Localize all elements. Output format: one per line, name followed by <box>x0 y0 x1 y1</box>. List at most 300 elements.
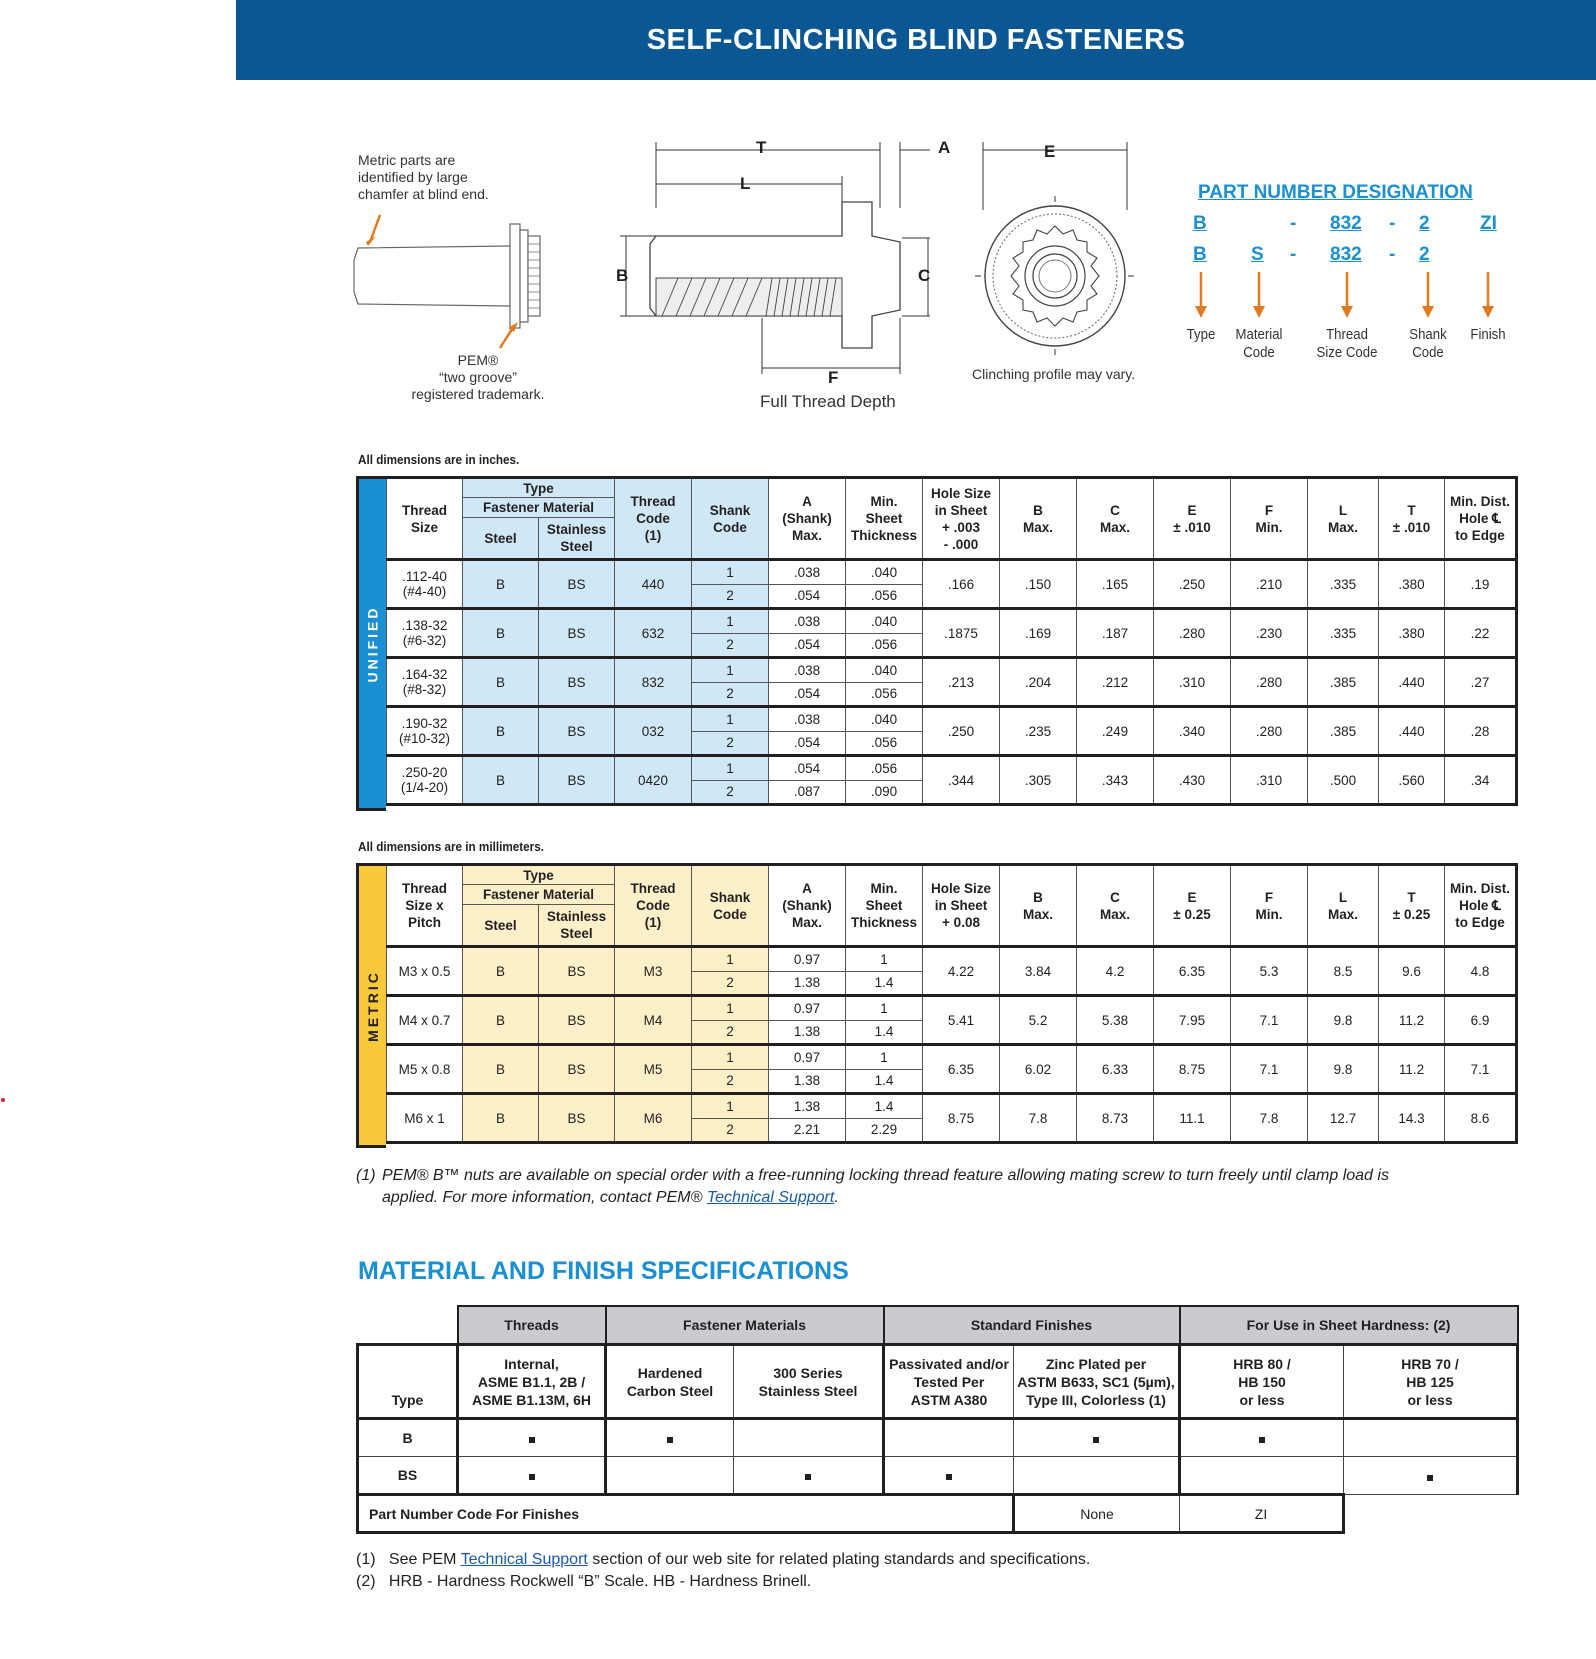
stainless-type-cell: BS <box>539 609 615 658</box>
thread-code-cell: 440 <box>615 560 692 609</box>
col-t: T ± 0.25 <box>1379 865 1445 947</box>
l-cell: 9.8 <box>1308 996 1379 1045</box>
dim-label-a: A <box>938 138 951 157</box>
shank-a-cell: 0.97 <box>769 996 846 1021</box>
thread-size-cell: M4 x 0.7 <box>387 996 463 1045</box>
thread-code-cell: M6 <box>615 1094 692 1143</box>
col-b: B Max. <box>1000 865 1077 947</box>
f-cell: .230 <box>1231 609 1308 658</box>
col-thread-size: Thread Size x Pitch <box>387 865 463 947</box>
t-cell: .440 <box>1379 658 1445 707</box>
part-number-code-label: Part Number Code For Finishes <box>358 1495 1014 1533</box>
hrb80-mark-cell <box>1180 1457 1344 1495</box>
stainless-type-cell: BS <box>539 1045 615 1094</box>
dim-label-b: B <box>616 266 629 285</box>
b-cell: .150 <box>1000 560 1077 609</box>
f-cell: 7.1 <box>1231 996 1308 1045</box>
e-cell: .430 <box>1154 756 1231 805</box>
table-row <box>387 1045 1517 1070</box>
footnote-text: PEM® B™ nuts are available on special order with a free-running locking thread feature allowing mating screw to turn freely until clamp load is <box>382 1167 1389 1184</box>
steel-type-cell: B <box>463 1045 539 1094</box>
dist-cell: .19 <box>1445 560 1517 609</box>
min-sheet-cell: .090 <box>846 780 923 805</box>
shank-a-cell: 1.38 <box>769 971 846 996</box>
col-type: Type <box>463 865 615 885</box>
c-cell: 6.33 <box>1077 1045 1154 1094</box>
shank-a-cell: .054 <box>769 633 846 658</box>
unified-units-note: All dimensions are in inches. <box>358 452 520 467</box>
thread-size-cell: M3 x 0.5 <box>387 947 463 996</box>
col-t: T ± .010 <box>1379 478 1445 560</box>
steel-type-cell: B <box>463 560 539 609</box>
f-cell: 7.1 <box>1231 1045 1308 1094</box>
note-text: See PEM <box>388 1551 457 1568</box>
full-thread-depth-label: Full Thread Depth <box>760 392 896 411</box>
shank-a-cell: 1.38 <box>769 1020 846 1045</box>
min-sheet-cell: .056 <box>846 633 923 658</box>
dist-cell: .34 <box>1445 756 1517 805</box>
unified-dimension-table <box>386 476 1518 806</box>
shank-code-cell: 1 <box>692 707 769 732</box>
part-number-arrows <box>1190 270 1500 320</box>
metric-chamfer-note <box>358 152 489 203</box>
hardened-carbon-steel-mark-cell <box>606 1457 734 1495</box>
thread-code-cell: 832 <box>615 658 692 707</box>
dist-cell: 4.8 <box>1445 947 1517 996</box>
thread-size-cell: M6 x 1 <box>387 1094 463 1143</box>
col-a: A (Shank) Max. <box>769 865 846 947</box>
thread-size-cell: .164-32 (#8-32) <box>387 658 463 707</box>
table-row <box>358 1457 1518 1495</box>
zinc-plated-mark-cell <box>1014 1457 1180 1495</box>
e-cell: 7.95 <box>1154 996 1231 1045</box>
min-sheet-cell: .040 <box>846 658 923 683</box>
steel-type-cell: B <box>463 756 539 805</box>
trademark-line: “two groove” <box>439 369 517 385</box>
min-sheet-cell: .056 <box>846 682 923 707</box>
col-shank-code: Shank Code <box>692 478 769 560</box>
col-min-dist: Min. Dist. Hole ℄ to Edge <box>1445 865 1517 947</box>
finish-code-none: None <box>1014 1495 1180 1533</box>
col-min-sheet: Min. Sheet Thickness <box>846 865 923 947</box>
footnote-text: applied. For more information, contact PEM® <box>382 1189 703 1206</box>
dim-label-t: T <box>756 138 767 157</box>
f-cell: .310 <box>1231 756 1308 805</box>
shank-a-cell: .054 <box>769 756 846 781</box>
col-thread-size: Thread Size <box>387 478 463 560</box>
b-cell: .169 <box>1000 609 1077 658</box>
col-l: L Max. <box>1308 865 1379 947</box>
pn-row1-dash: - <box>1389 213 1396 234</box>
e-cell: 11.1 <box>1154 1094 1231 1143</box>
t-cell: 11.2 <box>1379 996 1445 1045</box>
col-c: C Max. <box>1077 865 1154 947</box>
pn-row2-type: B <box>1193 244 1207 265</box>
stainless-type-cell: BS <box>539 1094 615 1143</box>
shank-code-cell: 2 <box>692 780 769 805</box>
shank-code-cell: 2 <box>692 1069 769 1094</box>
hardened-carbon-steel-mark-cell <box>606 1419 734 1457</box>
shank-code-cell: 1 <box>692 658 769 683</box>
stainless-steel-header: 300 Series Stainless Steel <box>734 1345 884 1419</box>
l-cell: 8.5 <box>1308 947 1379 996</box>
l-cell: .385 <box>1308 658 1379 707</box>
table-row <box>387 947 1517 972</box>
steel-type-cell: B <box>463 947 539 996</box>
min-sheet-cell: 1.4 <box>846 971 923 996</box>
banner-title: SELF-CLINCHING BLIND FASTENERS <box>646 23 1186 56</box>
col-steel: Steel <box>463 518 539 560</box>
col-thread-code: Thread Code (1) <box>615 865 692 947</box>
group-standard-finishes: Standard Finishes <box>884 1306 1180 1345</box>
pn-caption-material: Material Code <box>1235 326 1283 361</box>
shank-a-cell: .038 <box>769 560 846 585</box>
shank-code-cell: 1 <box>692 947 769 972</box>
shank-a-cell: .038 <box>769 707 846 732</box>
shank-a-cell: 2.21 <box>769 1118 846 1143</box>
e-cell: .340 <box>1154 707 1231 756</box>
l-cell: .500 <box>1308 756 1379 805</box>
pn-row2-thread: 832 <box>1330 244 1362 265</box>
hrb70-header: HRB 70 / HB 125 or less <box>1344 1345 1518 1419</box>
dist-cell: .27 <box>1445 658 1517 707</box>
passivated-header: Passivated and/or Tested Per ASTM A380 <box>884 1345 1014 1419</box>
b-cell: 6.02 <box>1000 1045 1077 1094</box>
passivated-mark-cell <box>884 1457 1014 1495</box>
min-sheet-cell: 2.29 <box>846 1118 923 1143</box>
steel-type-cell: B <box>463 658 539 707</box>
table-row <box>387 560 1517 585</box>
shank-code-cell: 2 <box>692 584 769 609</box>
b-cell: .235 <box>1000 707 1077 756</box>
e-cell: .250 <box>1154 560 1231 609</box>
hole-cell: .250 <box>923 707 1000 756</box>
applicable-mark-icon <box>529 1474 535 1480</box>
min-sheet-cell: 1 <box>846 996 923 1021</box>
c-cell: 4.2 <box>1077 947 1154 996</box>
b-cell: .305 <box>1000 756 1077 805</box>
shank-code-cell: 1 <box>692 609 769 634</box>
t-cell: .440 <box>1379 707 1445 756</box>
col-fastener-material: Fastener Material <box>463 885 615 905</box>
zinc-plated-header: Zinc Plated per ASTM B633, SC1 (5µm), Type III, Colorless (1) <box>1014 1345 1180 1419</box>
shank-a-cell: .054 <box>769 584 846 609</box>
steel-type-cell: B <box>463 707 539 756</box>
hrb80-mark-cell <box>1180 1419 1344 1457</box>
f-cell: .210 <box>1231 560 1308 609</box>
shank-code-cell: 1 <box>692 996 769 1021</box>
min-sheet-cell: .056 <box>846 731 923 756</box>
stainless-steel-mark-cell <box>734 1419 884 1457</box>
col-shank-code: Shank Code <box>692 865 769 947</box>
t-cell: 9.6 <box>1379 947 1445 996</box>
shank-a-cell: .038 <box>769 609 846 634</box>
col-e: E ± 0.25 <box>1154 865 1231 947</box>
metric-units-note: All dimensions are in millimeters. <box>358 839 544 854</box>
c-cell: .249 <box>1077 707 1154 756</box>
dist-cell: 8.6 <box>1445 1094 1517 1143</box>
t-cell: 14.3 <box>1379 1094 1445 1143</box>
table-row <box>387 756 1517 781</box>
note-text: HRB - Hardness Rockwell “B” Scale. HB - Hardness Brinell. <box>388 1573 812 1590</box>
applicable-mark-icon <box>946 1474 952 1480</box>
shank-code-cell: 2 <box>692 682 769 707</box>
fastener-section-drawing <box>610 138 930 378</box>
hardened-carbon-steel-header: Hardened Carbon Steel <box>606 1345 734 1419</box>
pn-row1-finish: ZI <box>1480 213 1497 234</box>
min-sheet-cell: 1 <box>846 947 923 972</box>
fastener-side-drawing <box>340 200 580 350</box>
type-cell: B <box>358 1419 458 1457</box>
chamfer-note-line: Metric parts are <box>358 152 456 168</box>
clinching-profile-note: Clinching profile may vary. <box>972 366 1136 382</box>
col-min-dist: Min. Dist. Hole ℄ to Edge <box>1445 478 1517 560</box>
thread-size-cell: M5 x 0.8 <box>387 1045 463 1094</box>
c-cell: .165 <box>1077 560 1154 609</box>
shank-a-cell: .038 <box>769 658 846 683</box>
stainless-type-cell: BS <box>539 707 615 756</box>
type-column-header: Type <box>358 1345 458 1419</box>
c-cell: 5.38 <box>1077 996 1154 1045</box>
f-cell: .280 <box>1231 707 1308 756</box>
note-number: (1) <box>356 1551 376 1568</box>
t-cell: .380 <box>1379 609 1445 658</box>
pn-row2-dash: - <box>1389 244 1396 265</box>
shank-a-cell: .054 <box>769 682 846 707</box>
metric-side-label: METRIC <box>356 863 386 1148</box>
trademark-line: PEM® <box>457 352 499 368</box>
t-cell: 11.2 <box>1379 1045 1445 1094</box>
internal-threads-header: Internal, ASME B1.1, 2B / ASME B1.13M, 6H <box>458 1345 606 1419</box>
technical-support-link[interactable]: Technical Support <box>706 1189 835 1206</box>
hole-cell: .166 <box>923 560 1000 609</box>
trademark-note <box>378 352 578 403</box>
footnote-number: (1) <box>356 1167 376 1184</box>
dim-label-f: F <box>828 368 839 387</box>
pn-row2-material: S <box>1251 244 1264 265</box>
bottom-notes <box>356 1549 1090 1593</box>
col-stainless: Stainless Steel <box>539 905 615 947</box>
l-cell: .335 <box>1308 609 1379 658</box>
note-text: section of our web site for related plating standards and specifications. <box>592 1551 1091 1568</box>
col-hole: Hole Size in Sheet + .003 - .000 <box>923 478 1000 560</box>
pn-row2-dash: - <box>1290 244 1297 265</box>
applicable-mark-icon <box>1093 1437 1099 1443</box>
col-fastener-material: Fastener Material <box>463 498 615 518</box>
chamfer-note-line: identified by large <box>358 169 468 185</box>
t-cell: .560 <box>1379 756 1445 805</box>
pn-caption-type: Type <box>1186 326 1216 343</box>
technical-support-link[interactable]: Technical Support <box>460 1551 588 1568</box>
c-cell: .343 <box>1077 756 1154 805</box>
pn-row1-thread: 832 <box>1330 213 1362 234</box>
fastener-end-view <box>975 140 1155 360</box>
type-cell: BS <box>358 1457 458 1495</box>
shank-code-cell: 1 <box>692 1094 769 1119</box>
thread-code-cell: M5 <box>615 1045 692 1094</box>
b-cell: .204 <box>1000 658 1077 707</box>
l-cell: .335 <box>1308 560 1379 609</box>
trademark-line: registered trademark. <box>411 386 545 402</box>
applicable-mark-icon <box>805 1474 811 1480</box>
thread-code-cell: M3 <box>615 947 692 996</box>
col-f: F Min. <box>1231 478 1308 560</box>
pn-caption-thread: Thread Size Code <box>1316 326 1378 361</box>
group-sheet-hardness: For Use in Sheet Hardness: (2) <box>1180 1306 1518 1345</box>
shank-code-cell: 2 <box>692 971 769 996</box>
col-e: E ± .010 <box>1154 478 1231 560</box>
pn-row1-dash: - <box>1290 213 1297 234</box>
dim-label-l: L <box>740 174 751 193</box>
table-row <box>387 609 1517 634</box>
stray-dot <box>1 1098 5 1102</box>
e-cell: 6.35 <box>1154 947 1231 996</box>
pn-row1-type: B <box>1193 213 1207 234</box>
applicable-mark-icon <box>529 1437 535 1443</box>
shank-a-cell: 1.38 <box>769 1069 846 1094</box>
shank-a-cell: 0.97 <box>769 1045 846 1070</box>
min-sheet-cell: 1.4 <box>846 1020 923 1045</box>
e-cell: .280 <box>1154 609 1231 658</box>
col-min-sheet: Min. Sheet Thickness <box>846 478 923 560</box>
thread-size-cell: .190-32 (#10-32) <box>387 707 463 756</box>
col-b: B Max. <box>1000 478 1077 560</box>
hole-cell: 8.75 <box>923 1094 1000 1143</box>
part-number-title: PART NUMBER DESIGNATION <box>1198 182 1473 203</box>
steel-type-cell: B <box>463 996 539 1045</box>
group-threads: Threads <box>458 1306 606 1345</box>
min-sheet-cell: 1 <box>846 1045 923 1070</box>
shank-code-cell: 2 <box>692 1020 769 1045</box>
min-sheet-cell: .056 <box>846 584 923 609</box>
pn-row1-shank: 2 <box>1419 213 1430 234</box>
t-cell: .380 <box>1379 560 1445 609</box>
c-cell: .212 <box>1077 658 1154 707</box>
stainless-steel-mark-cell <box>734 1457 884 1495</box>
steel-type-cell: B <box>463 1094 539 1143</box>
hole-cell: 4.22 <box>923 947 1000 996</box>
min-sheet-cell: 1.4 <box>846 1069 923 1094</box>
pn-caption-finish: Finish <box>1470 326 1506 343</box>
hole-cell: .213 <box>923 658 1000 707</box>
shank-code-cell: 1 <box>692 560 769 585</box>
applicable-mark-icon <box>667 1437 673 1443</box>
hole-cell: 5.41 <box>923 996 1000 1045</box>
c-cell: 8.73 <box>1077 1094 1154 1143</box>
col-a: A (Shank) Max. <box>769 478 846 560</box>
thread-size-cell: .112-40 (#4-40) <box>387 560 463 609</box>
dist-cell: .22 <box>1445 609 1517 658</box>
chamfer-note-line: chamfer at blind end. <box>358 186 489 202</box>
stainless-type-cell: BS <box>539 947 615 996</box>
dist-cell: 6.9 <box>1445 996 1517 1045</box>
min-sheet-cell: .040 <box>846 609 923 634</box>
table-row <box>387 658 1517 683</box>
f-cell: 5.3 <box>1231 947 1308 996</box>
table-row <box>387 707 1517 732</box>
stainless-type-cell: BS <box>539 996 615 1045</box>
shank-a-cell: 0.97 <box>769 947 846 972</box>
col-steel: Steel <box>463 905 539 947</box>
col-hole: Hole Size in Sheet + 0.08 <box>923 865 1000 947</box>
l-cell: 9.8 <box>1308 1045 1379 1094</box>
thread-size-cell: .138-32 (#6-32) <box>387 609 463 658</box>
e-cell: 8.75 <box>1154 1045 1231 1094</box>
l-cell: .385 <box>1308 707 1379 756</box>
f-cell: .280 <box>1231 658 1308 707</box>
table-row <box>387 1094 1517 1119</box>
col-thread-code: Thread Code (1) <box>615 478 692 560</box>
dist-cell: .28 <box>1445 707 1517 756</box>
applicable-mark-icon <box>1259 1437 1265 1443</box>
col-stainless: Stainless Steel <box>539 518 615 560</box>
thread-code-cell: 0420 <box>615 756 692 805</box>
internal-threads-mark-cell <box>458 1419 606 1457</box>
stainless-type-cell: BS <box>539 658 615 707</box>
shank-code-cell: 2 <box>692 1118 769 1143</box>
min-sheet-cell: .056 <box>846 756 923 781</box>
thread-code-cell: 632 <box>615 609 692 658</box>
page-banner <box>236 0 1596 80</box>
stainless-type-cell: BS <box>539 560 615 609</box>
col-type: Type <box>463 478 615 498</box>
hrb70-mark-cell <box>1344 1457 1518 1495</box>
b-cell: 7.8 <box>1000 1094 1077 1143</box>
col-l: L Max. <box>1308 478 1379 560</box>
hole-cell: .1875 <box>923 609 1000 658</box>
shank-code-cell: 1 <box>692 1045 769 1070</box>
hrb70-mark-cell <box>1344 1419 1518 1457</box>
col-c: C Max. <box>1077 478 1154 560</box>
passivated-mark-cell <box>884 1419 1014 1457</box>
table-row <box>358 1419 1518 1457</box>
thread-size-cell: .250-20 (1/4-20) <box>387 756 463 805</box>
min-sheet-cell: 1.4 <box>846 1094 923 1119</box>
dim-label-e: E <box>1044 142 1056 161</box>
dist-cell: 7.1 <box>1445 1045 1517 1094</box>
metric-dimension-table <box>386 863 1518 1144</box>
pn-row2-shank: 2 <box>1419 244 1430 265</box>
c-cell: .187 <box>1077 609 1154 658</box>
b-cell: 3.84 <box>1000 947 1077 996</box>
material-finish-table <box>356 1305 1519 1534</box>
group-fastener-materials: Fastener Materials <box>606 1306 884 1345</box>
locking-thread-footnote: (1) PEM® B™ nuts are available on special order with a free-running locking thread feature allowing mating screw to turn freely until clamp load is applied. For more information, contact PEM® Technical Support. <box>356 1165 1516 1209</box>
thread-code-cell: 032 <box>615 707 692 756</box>
table-row <box>387 996 1517 1021</box>
shank-code-cell: 2 <box>692 731 769 756</box>
shank-a-cell: .054 <box>769 731 846 756</box>
zinc-plated-mark-cell <box>1014 1419 1180 1457</box>
stainless-type-cell: BS <box>539 756 615 805</box>
shank-a-cell: 1.38 <box>769 1094 846 1119</box>
b-cell: 5.2 <box>1000 996 1077 1045</box>
unified-side-label: UNIFIED <box>356 476 386 811</box>
thread-code-cell: M4 <box>615 996 692 1045</box>
hole-cell: 6.35 <box>923 1045 1000 1094</box>
f-cell: 7.8 <box>1231 1094 1308 1143</box>
shank-code-cell: 2 <box>692 633 769 658</box>
finish-code-zi: ZI <box>1180 1495 1344 1533</box>
note-number: (2) <box>356 1573 376 1590</box>
applicable-mark-icon <box>1427 1475 1433 1481</box>
shank-a-cell: .087 <box>769 780 846 805</box>
steel-type-cell: B <box>463 609 539 658</box>
shank-code-cell: 1 <box>692 756 769 781</box>
material-finish-title: MATERIAL AND FINISH SPECIFICATIONS <box>358 1257 849 1285</box>
dim-label-c: C <box>918 266 931 285</box>
internal-threads-mark-cell <box>458 1457 606 1495</box>
